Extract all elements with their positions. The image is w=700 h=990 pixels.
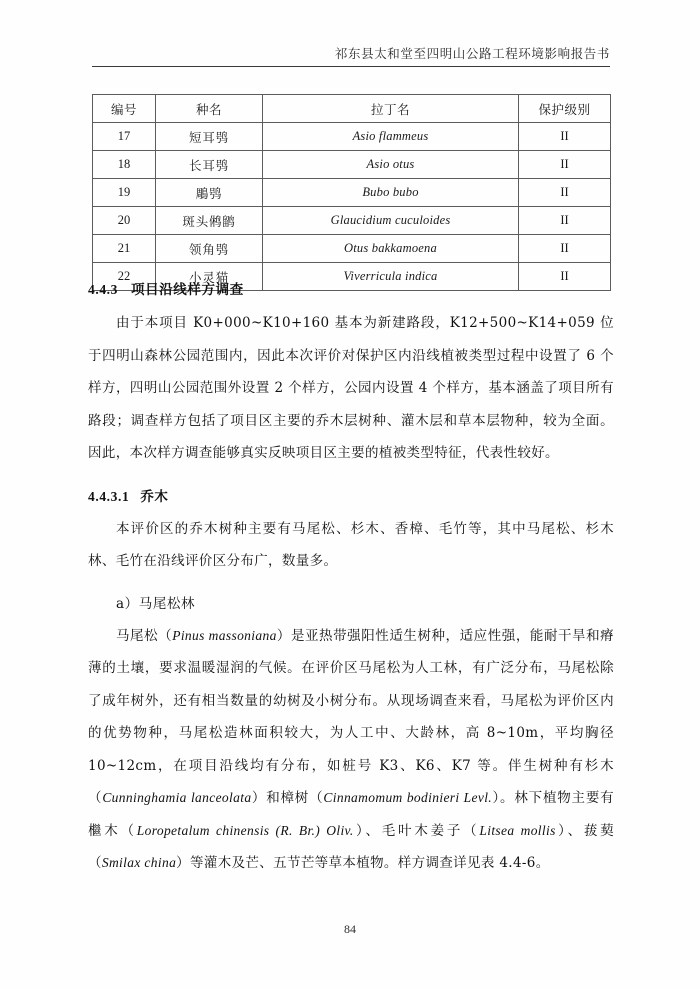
pine-text-4: ）。林下植物主要有檵木（ (88, 790, 615, 839)
cell-species-name: 领角鸮 (156, 235, 263, 263)
column-header-number: 编号 (93, 95, 156, 123)
table-row (93, 207, 611, 235)
section-heading-4-4-3-1 (88, 485, 614, 505)
paragraph-tree-species: 本评价区的乔木树种主要有马尾松、杉木、香樟、毛竹等，其中马尾松、杉木林、毛竹在沿线评价区分布广，数量多。 (88, 520, 614, 569)
section-heading-4-4-3 (88, 278, 614, 298)
latin-loropetalum-chinensis: Loropetalum chinensis (R. Br.) Oliv. (136, 822, 354, 838)
cell-latin-name: Asio flammeus (263, 123, 519, 151)
column-header-latin-name: 拉丁名 (263, 95, 519, 123)
cell-number: 21 (93, 235, 156, 263)
cell-number: 20 (93, 207, 156, 235)
running-header (92, 44, 610, 67)
cell-latin-name: Glaucidium cuculoides (263, 207, 519, 235)
cell-protection-level: II (519, 263, 611, 291)
paragraph-sampling-survey: 由于本项目 K0+000~K10+160 基本为新建路段，K12+500~K14+059 位于四明山森林公园范围内，因此本次评价对保护区内沿线植被类型过程中设置了 6 个样方，四明山公园范围外设置 2 个样方，公园内设置 4 个样方，基本涵盖了项目所有路段；调查样方包括了项目区主要的乔木层树种、灌木层和草本层物种，较为全面。因此，本次样方调查能够真实反映项目区主要的植被类型特征，代表性较好。 (88, 315, 614, 461)
subsection-title: 乔木 (140, 488, 169, 505)
paragraph-masson-pine-description (88, 620, 614, 880)
pine-text-5: ）、毛叶木姜子（ (353, 822, 480, 839)
cell-protection-level: II (519, 235, 611, 263)
cell-latin-name: Otus bakkamoena (263, 235, 519, 263)
section-title: 项目沿线样方调查 (131, 282, 244, 298)
section-number: 4.4.3 (88, 282, 118, 297)
latin-cunninghamia-lanceolata: Cunninghamia lanceolata (102, 790, 252, 805)
cell-protection-level: II (519, 179, 611, 207)
cell-protection-level: II (519, 207, 611, 235)
cell-protection-level: II (519, 151, 611, 179)
running-header-title: 祁东县太和堂至四明山公路工程环境影响报告书 (334, 46, 610, 61)
column-header-protection-level: 保护级别 (519, 95, 611, 123)
cell-species-name: 斑头鸺鹠 (156, 207, 263, 235)
table-row (93, 123, 611, 151)
protected-species-table-container (92, 94, 610, 291)
latin-smilax-china: Smilax china (101, 855, 177, 870)
cell-species-name: 短耳鸮 (156, 123, 263, 151)
latin-pinus-massoniana: Pinus massoniana (172, 627, 277, 643)
latin-litsea-mollis: Litsea mollis (479, 822, 556, 838)
table-row (93, 151, 611, 179)
column-header-species-name: 种名 (156, 95, 263, 123)
table-row (93, 179, 611, 207)
document-body (88, 278, 614, 880)
pine-text-3: ）和樟树（ (251, 790, 324, 806)
cell-number: 22 (93, 263, 156, 291)
cell-number: 19 (93, 179, 156, 207)
cell-latin-name: Bubo bubo (263, 179, 519, 207)
page-footer (0, 918, 700, 937)
cell-protection-level: II (519, 123, 611, 151)
protected-species-table (92, 94, 611, 291)
pine-text-7: ）等灌木及芒、五节芒等草本植物。样方调查详见表 4.4-6。 (176, 855, 550, 871)
cell-species-name: 小灵猫 (156, 263, 263, 291)
cell-latin-name: Asio otus (263, 151, 519, 179)
pine-text-1: 马尾松（ (116, 627, 173, 644)
table-header-row (93, 95, 611, 123)
cell-species-name: 鵰鸮 (156, 179, 263, 207)
page-number: 84 (344, 922, 356, 936)
cell-latin-name: Viverricula indica (263, 263, 519, 291)
cell-number: 18 (93, 151, 156, 179)
cell-species-name: 长耳鸮 (156, 151, 263, 179)
pine-text-2: ）是亚热带强阳性适生树种，适应性强，能耐干旱和瘠薄的土壤，要求温暖湿润的气候。在评价区马尾松为人工林，有广泛分布，马尾松除了成年树外，还有相当数量的幼树及小树分布。从现场调查来看，马尾松为评价区内的优势物种，马尾松造林面积较大，为人工中、大龄林，高 8~10m，平均胸径 10~12cm，在项目沿线均有分布，如桩号 K3、K6、K7 等。伴生树种有杉木（ (88, 627, 615, 806)
cell-number: 17 (93, 123, 156, 151)
header-divider-rule (92, 66, 610, 67)
list-item-a-masson-pine-forest: a）马尾松林 (116, 595, 196, 612)
subsection-number: 4.4.3.1 (88, 488, 130, 504)
pine-text-6: ）、菝葜（ (88, 822, 614, 871)
table-row (93, 235, 611, 263)
latin-cinnamomum-bodinieri: Cinnamomum bodinieri Levl. (323, 790, 493, 805)
